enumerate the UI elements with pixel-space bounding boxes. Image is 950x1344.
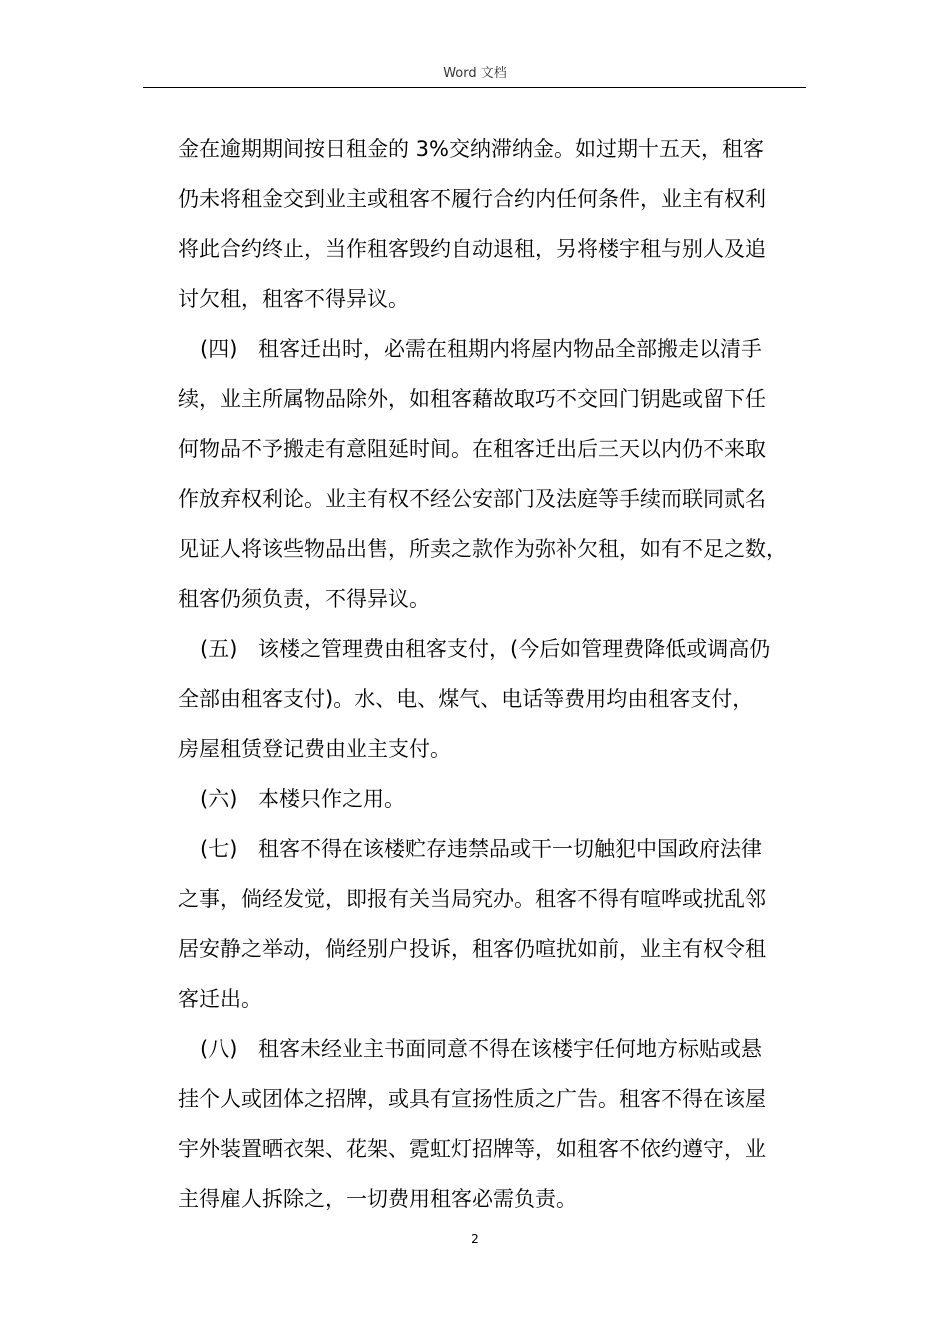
text-line: 客迁出。	[178, 987, 262, 1011]
clause-first-line: 该楼之管理费由租客支付，(今后如管理费降低或调高仍	[258, 637, 771, 661]
text-line: 租客仍须负责，不得异议。	[178, 587, 430, 611]
clause-8	[178, 1024, 808, 1224]
text-line	[178, 1024, 808, 1074]
text-line: 之事，倘经发觉，即报有关当局究办。租客不得有喧哗或扰乱邻	[178, 887, 766, 911]
clause-number: (四)	[200, 337, 238, 361]
text-line: 房屋租赁登记费由业主支付。	[178, 737, 451, 761]
text-line: 续，业主所属物品除外，如租客藉故取巧不交回门钥匙或留下任	[178, 387, 766, 411]
clause-6	[178, 774, 808, 824]
page-header-title: Word 文档	[443, 66, 507, 81]
clause-number: (八)	[200, 1037, 238, 1061]
text-line: 居安静之举动，倘经别户投诉，租客仍喧扰如前，业主有权令租	[178, 937, 766, 961]
text-line: 宇外装置晒衣架、花架、霓虹灯招牌等，如租客不依约遵守，业	[178, 1137, 766, 1161]
clause-4	[178, 324, 808, 624]
header-divider	[143, 87, 806, 88]
clause-number: (五)	[200, 637, 238, 661]
clause-first-line: 租客未经业主书面同意不得在该楼宇任何地方标贴或悬	[258, 1037, 762, 1061]
page-number: 2	[471, 1232, 479, 1246]
clause-number: (六)	[200, 787, 238, 811]
text-line	[178, 624, 808, 674]
document-body	[178, 124, 808, 1224]
text-line: 见证人将该些物品出售，所卖之款作为弥补欠租，如有不足之数，	[178, 537, 787, 561]
text-line	[178, 324, 808, 374]
paragraph-continuation	[178, 124, 808, 324]
text-line: 金在逾期期间按日租金的 3%交纳滞纳金。如过期十五天，租客	[178, 137, 764, 161]
text-line	[178, 824, 808, 874]
clause-5	[178, 624, 808, 774]
clause-number: (七)	[200, 837, 238, 861]
text-line: 何物品不予搬走有意阻延时间。在租客迁出后三天以内仍不来取	[178, 437, 766, 461]
clause-first-line: 租客不得在该楼贮存违禁品或干一切触犯中国政府法律	[258, 837, 762, 861]
text-line: 仍未将租金交到业主或租客不履行合约内任何条件，业主有权利	[178, 187, 766, 211]
text-line: 全部由租客支付)。水、电、煤气、电话等费用均由租客支付，	[178, 687, 754, 711]
text-line: 挂个人或团体之招牌，或具有宣扬性质之广告。租客不得在该屋	[178, 1087, 766, 1111]
text-line: 作放弃权利论。业主有权不经公安部门及法庭等手续而联同贰名	[178, 487, 766, 511]
clause-first-line: 本楼只作之用。	[258, 787, 405, 811]
text-line	[178, 774, 808, 824]
text-line: 主得雇人拆除之，一切费用租客必需负责。	[178, 1187, 577, 1211]
clause-first-line: 租客迁出时，必需在租期内将屋内物品全部搬走以清手	[258, 337, 762, 361]
text-line: 讨欠租，租客不得异议。	[178, 287, 409, 311]
text-line: 将此合约终止，当作租客毁约自动退租，另将楼宇租与别人及追	[178, 237, 766, 261]
clause-7	[178, 824, 808, 1024]
